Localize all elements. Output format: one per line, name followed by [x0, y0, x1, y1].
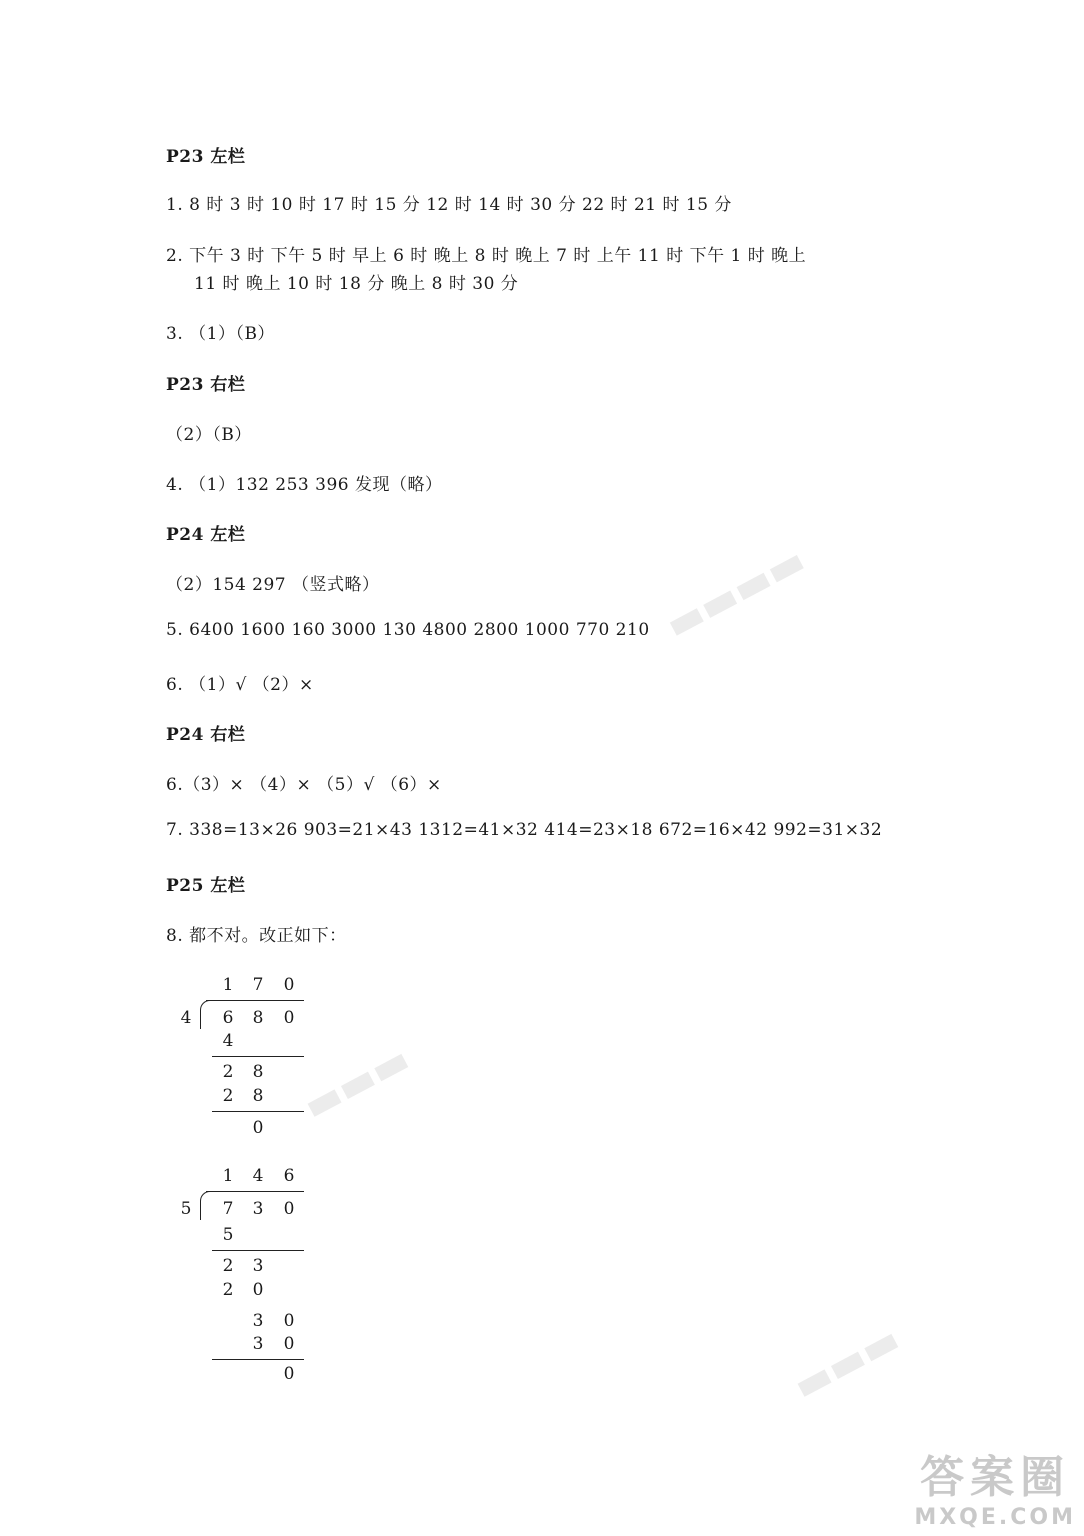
watermark: ▬▬▬ — [785, 1316, 908, 1410]
remainder-digit: 3 — [252, 1311, 264, 1331]
partial-product: 0 — [252, 1280, 264, 1300]
section-heading-p25-left: P25 左栏 — [166, 876, 246, 896]
answer-line-3-2: （2）（B） — [166, 425, 252, 445]
answer-line-8: 8. 都不对。改正如下： — [166, 926, 347, 946]
remainder-digit: 2 — [222, 1062, 234, 1082]
answer-line-6: 6. （1）√ （2）× — [166, 675, 314, 695]
quotient-digit: 7 — [252, 975, 264, 995]
subtraction-line — [212, 1250, 304, 1251]
answer-line-7: 7. 338=13×26 903=21×43 1312=41×32 414=23×18 672=16×42 992=31×32 — [166, 820, 883, 840]
site-logo — [914, 1441, 1076, 1530]
dividend-digit: 8 — [252, 1008, 264, 1028]
partial-product: 4 — [222, 1031, 234, 1051]
divisor: 5 — [180, 1199, 192, 1219]
divisor: 4 — [180, 1008, 192, 1028]
quotient-digit: 0 — [283, 975, 295, 995]
section-heading-p24-left: P24 左栏 — [166, 525, 246, 545]
answer-line-5: 5. 6400 1600 160 3000 130 4800 2800 1000 770 210 — [166, 620, 650, 640]
dividend-digit: 0 — [283, 1008, 295, 1028]
quotient-digit: 1 — [222, 1166, 234, 1186]
partial-product: 2 — [222, 1086, 234, 1106]
watermark: ▬▬▬▬ — [658, 537, 814, 649]
answer-line-6-cont: 6.（3）× （4）× （5）√ （6）× — [166, 775, 442, 795]
division-bar — [206, 1191, 304, 1192]
answer-line-2-cont: 11 时 晚上 10 时 18 分 晚上 8 时 30 分 — [194, 274, 519, 294]
division-bracket — [200, 1191, 213, 1220]
answer-line-4-2: （2）154 297 （竖式略） — [166, 575, 380, 595]
remainder-digit: 0 — [283, 1311, 295, 1331]
subtraction-line — [212, 1056, 304, 1057]
dividend-digit: 6 — [222, 1008, 234, 1028]
partial-product: 8 — [252, 1086, 264, 1106]
quotient-digit: 1 — [222, 975, 234, 995]
remainder-digit: 3 — [252, 1256, 264, 1276]
site-logo-url: MXQE.COM — [914, 1505, 1076, 1530]
section-heading-p24-right: P24 右栏 — [166, 725, 246, 745]
division-bracket — [200, 1000, 213, 1029]
dividend-digit: 3 — [252, 1199, 264, 1219]
subtraction-line — [212, 1111, 304, 1112]
final-remainder: 0 — [252, 1118, 264, 1138]
division-bar — [206, 1000, 304, 1001]
remainder-digit: 8 — [252, 1062, 264, 1082]
answer-line-2: 2. 下午 3 时 下午 5 时 早上 6 时 晚上 8 时 晚上 7 时 上午 11 时 下午 1 时 晚上 — [166, 246, 807, 266]
remainder-digit: 2 — [222, 1256, 234, 1276]
watermark: ▬▬▬ — [295, 1036, 418, 1130]
final-remainder: 0 — [283, 1364, 295, 1384]
partial-product: 5 — [222, 1225, 234, 1245]
section-heading-p23-right: P23 右栏 — [166, 375, 246, 395]
site-logo-text: 答案圈 — [920, 1452, 1071, 1503]
partial-product: 2 — [222, 1280, 234, 1300]
quotient-digit: 6 — [283, 1166, 295, 1186]
answer-line-4: 4. （1）132 253 396 发现（略） — [166, 475, 443, 495]
subtraction-line — [212, 1359, 304, 1360]
answer-line-1: 1. 8 时 3 时 10 时 17 时 15 分 12 时 14 时 30 分 22 时 21 时 15 分 — [166, 195, 732, 215]
dividend-digit: 0 — [283, 1199, 295, 1219]
partial-product: 3 — [252, 1334, 264, 1354]
quotient-digit: 4 — [252, 1166, 264, 1186]
answer-line-3: 3. （1）（B） — [166, 324, 275, 344]
partial-product: 0 — [283, 1334, 295, 1354]
section-heading-p23-left: P23 左栏 — [166, 147, 246, 167]
dividend-digit: 7 — [222, 1199, 234, 1219]
